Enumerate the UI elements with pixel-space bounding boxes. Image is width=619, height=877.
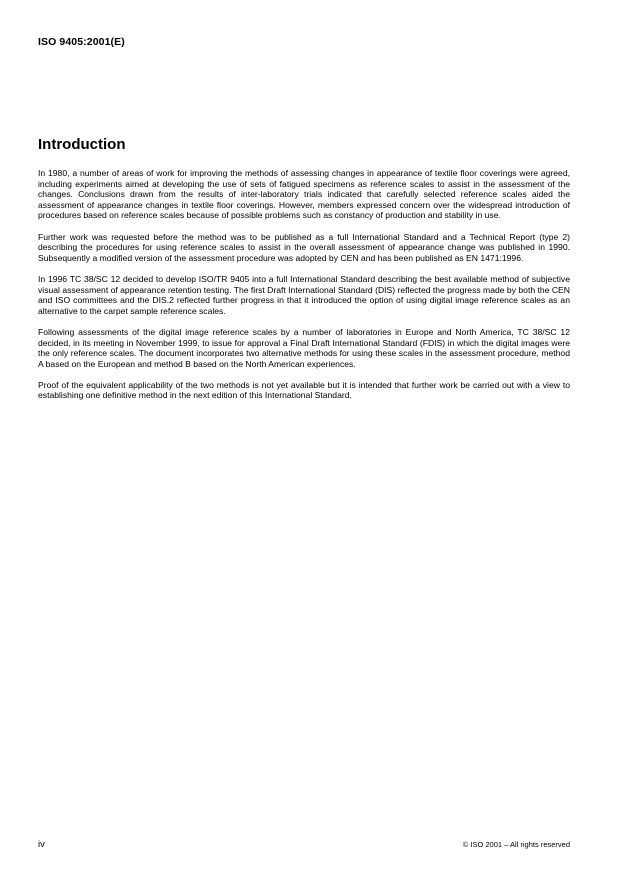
page-number: iv bbox=[38, 839, 45, 850]
section-title: Introduction bbox=[38, 136, 126, 153]
document-id: ISO 9405:2001(E) bbox=[38, 36, 125, 48]
body-text bbox=[38, 168, 570, 412]
paragraph-5: Proof of the equivalent applicability of the two methods is not yet available but it is intended that further work be carried out with a view to establishing one definitive method in the next edition of this International Standard. bbox=[38, 379, 570, 401]
paragraph-2: Further work was requested before the method was to be published as a full International Standard and a Technical Report (type 2) describing the procedures for using reference scales to assist in the overall assessment of appearance change was published in 1990. Subsequently a modified version of the assessment procedure was adopted by CEN and has been published as EN 1471:1996. bbox=[38, 231, 570, 263]
paragraph-4: Following assessments of the digital image reference scales by a number of laboratories in Europe and North America, TC 38/SC 12 decided, in its meeting in November 1999, to issue for approval a Final Draft International Standard (FDIS) in which the digital images were the only reference scales. The document incorporates two alternative methods for using these scales in the assessment procedure, method A based on the European and method B based on the North American experiences. bbox=[38, 326, 570, 369]
paragraph-3: In 1996 TC 38/SC 12 decided to develop ISO/TR 9405 into a full International Standard describing the best available method of subjective visual assessment of appearance retention testing. The first Draft International Standard (DIS) reflected the progress made by both the CEN and ISO committees and the DIS.2 reflected further progress in that it introduced the option of using digital image reference scales as an alternative to the carpet sample reference scales. bbox=[38, 273, 570, 316]
copyright-notice: © ISO 2001 – All rights reserved bbox=[462, 840, 570, 849]
paragraph-1: In 1980, a number of areas of work for improving the methods of assessing changes in appearance of textile floor coverings were agreed, including experiments aimed at developing the use of sets of fatigued specimens as reference scales to assist in the assessment of the changes. Conclusions drawn from the results of inter-laboratory trials indicated that carefully selected reference scales aided the assessment of appearance changes in textile floor coverings. However, members expressed concern over the widespread introduction of procedures based on reference scales because of possible problems such as constancy of production and stability in use. bbox=[38, 168, 570, 221]
